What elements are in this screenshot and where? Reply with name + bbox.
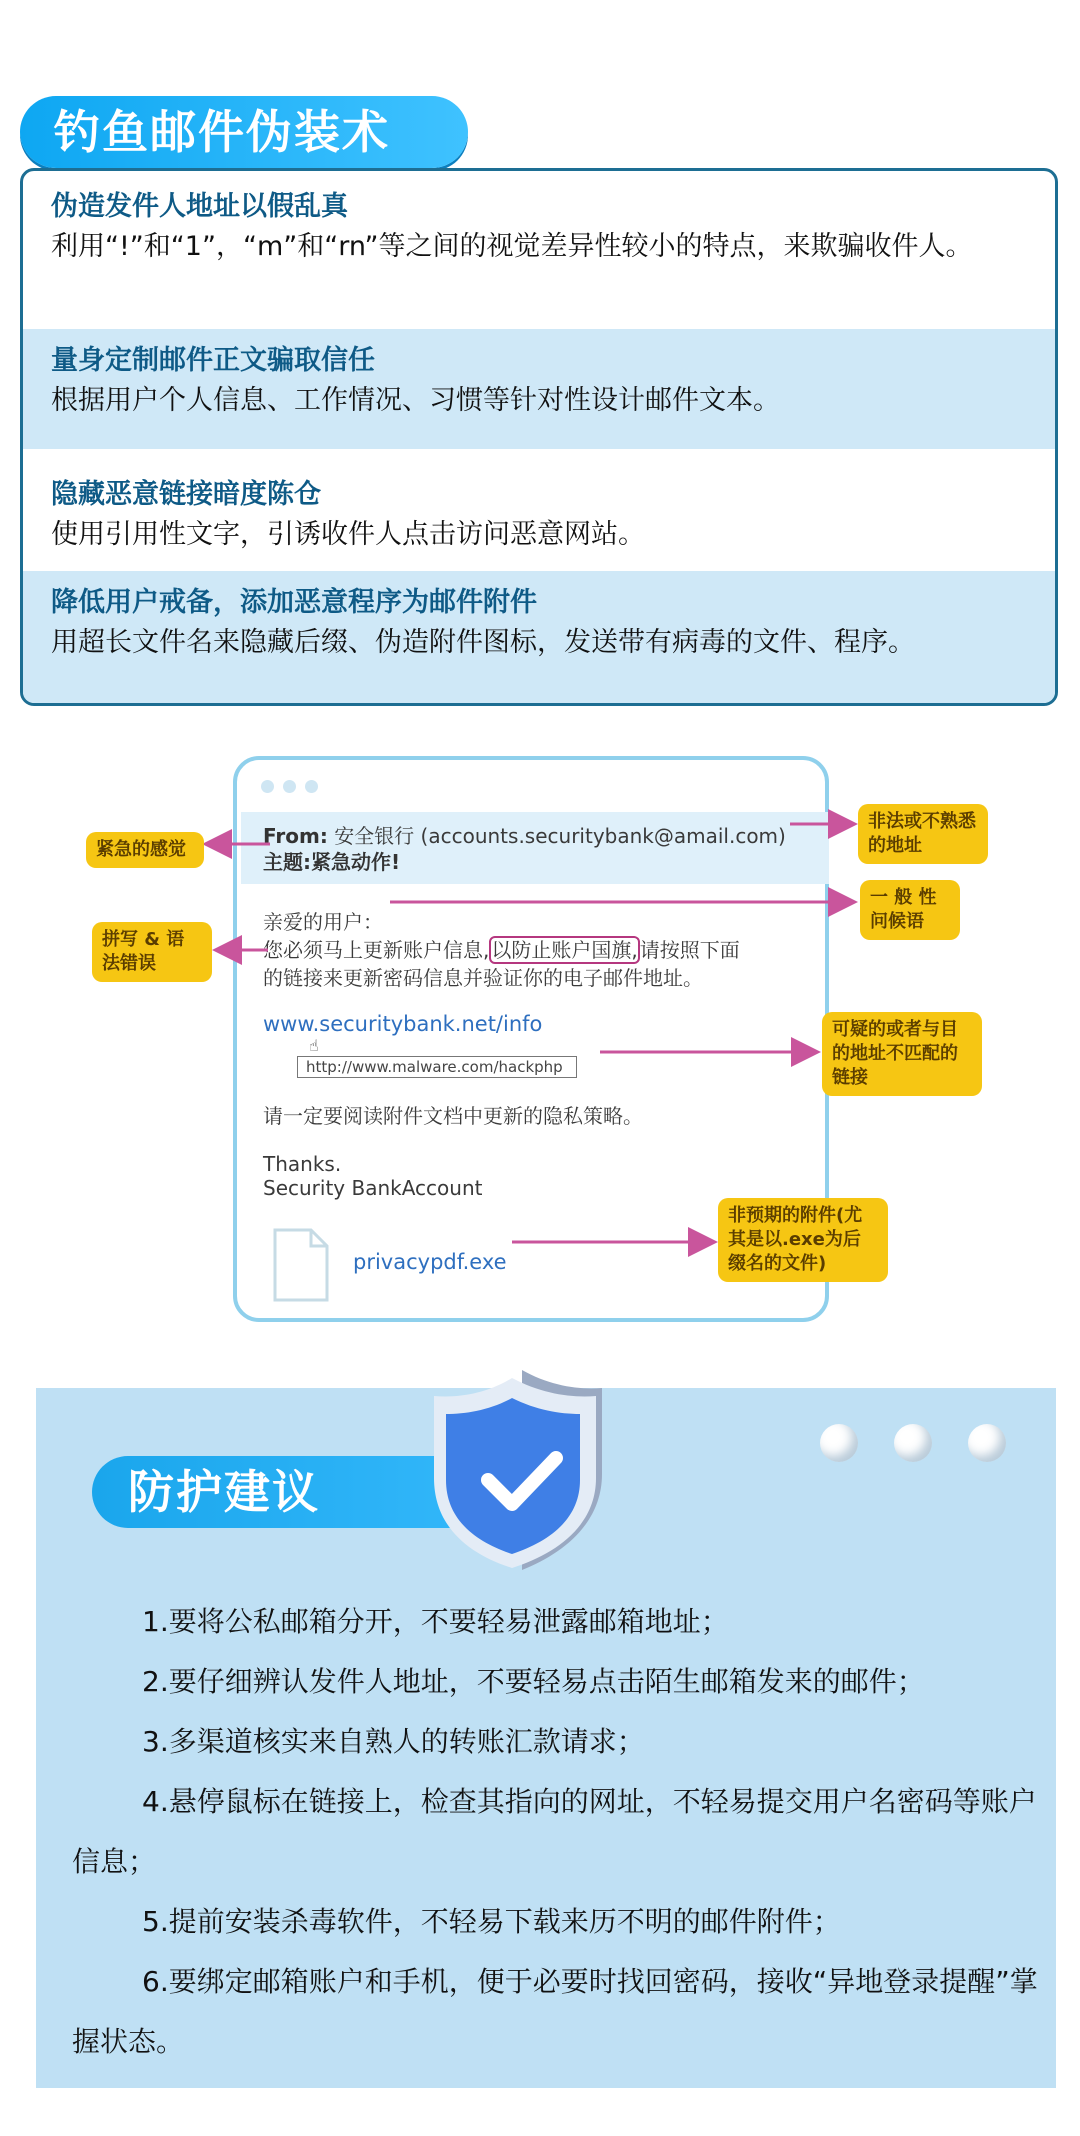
- tip-body: 根据用户个人信息、工作情况、习惯等针对性设计邮件文本。: [51, 385, 780, 416]
- shield-check-icon: [430, 1364, 610, 1574]
- tip-body: 利用“!”和“1”，“m”和“rn”等之间的视觉差异性较小的特点，来欺骗收件人。: [51, 231, 973, 262]
- section-title-phishing: 钓鱼邮件伪装术: [20, 96, 468, 168]
- callout-greeting: 一 般 性问候语: [860, 880, 960, 940]
- body-text: 您必须马上更新账户信息,: [263, 938, 490, 962]
- callout-unknown-address: 非法或不熟悉的地址: [858, 804, 988, 864]
- advice-item: 4.悬停鼠标在链接上，检查其指向的网址，不轻易提交用户名密码等账户信息；: [72, 1785, 1037, 1878]
- decor-ball: [968, 1424, 1006, 1462]
- advice-list: [72, 1592, 1038, 2072]
- tip-title: 量身定制邮件正文骗取信任: [51, 345, 375, 376]
- email-link[interactable]: www.securitybank.net/info: [263, 1012, 543, 1036]
- signature-line: Security BankAccount: [263, 1176, 483, 1200]
- thanks-line: Thanks.: [263, 1152, 342, 1176]
- greeting-line: 亲爱的用户：: [263, 910, 383, 934]
- misspelling-highlight: 以防止账户国旗,: [491, 938, 638, 962]
- advice-item: 1.要将公私邮箱分开，不要轻易泄露邮箱地址；: [142, 1605, 729, 1638]
- from-label: From:: [263, 824, 328, 848]
- callout-suspicious-link: 可疑的或者与目的地址不匹配的链接: [822, 1012, 982, 1096]
- callout-attachment: 非预期的附件(尤其是以.exe为后缀名的文件): [718, 1198, 888, 1282]
- subject-line: 主题:紧急动作!: [263, 850, 401, 874]
- decor-ball: [820, 1424, 858, 1462]
- cursor-icon: ☝: [309, 1036, 319, 1055]
- tip-title: 隐藏恶意链接暗度陈仓: [51, 479, 321, 510]
- callout-urgent: 紧急的感觉: [86, 832, 204, 868]
- policy-line: 请一定要阅读附件文档中更新的隐私策略。: [263, 1104, 643, 1128]
- callout-grammar: 拼写 & 语法错误: [92, 922, 212, 982]
- tip-title: 降低用户戒备，添加恶意程序为邮件附件: [51, 587, 537, 618]
- tip-body: 用超长文件名来隐藏后缀、伪造附件图标，发送带有病毒的文件、程序。: [51, 627, 915, 658]
- tip-title: 伪造发件人地址以假乱真: [51, 191, 348, 222]
- tip-body: 使用引用性文字，引诱收件人点击访问恶意网站。: [51, 519, 645, 550]
- advice-item: 3.多渠道核实来自熟人的转账汇款请求；: [142, 1725, 645, 1758]
- section-title-protection: 防护建议: [92, 1456, 502, 1528]
- decor-ball: [894, 1424, 932, 1462]
- advice-item: 6.要绑定邮箱账户和手机，便于必要时找回密码，接收“异地登录提醒”掌握状态。: [72, 1965, 1038, 2058]
- hover-url-tooltip: http://www.malware.com/hackphp: [297, 1056, 577, 1078]
- from-value: 安全银行 (accounts.securitybank@amail.com): [334, 824, 786, 848]
- body-line-2: 的链接来更新密码信息并验证你的电子邮件地址。: [263, 966, 703, 990]
- advice-item: 5.提前安装杀毒软件，不轻易下载来历不明的邮件附件；: [142, 1905, 841, 1938]
- attachment-name[interactable]: privacypdf.exe: [353, 1250, 507, 1274]
- advice-item: 2.要仔细辨认发件人地址，不要轻易点击陌生邮箱发来的邮件；: [142, 1665, 925, 1698]
- body-text: 请按照下面: [639, 938, 740, 962]
